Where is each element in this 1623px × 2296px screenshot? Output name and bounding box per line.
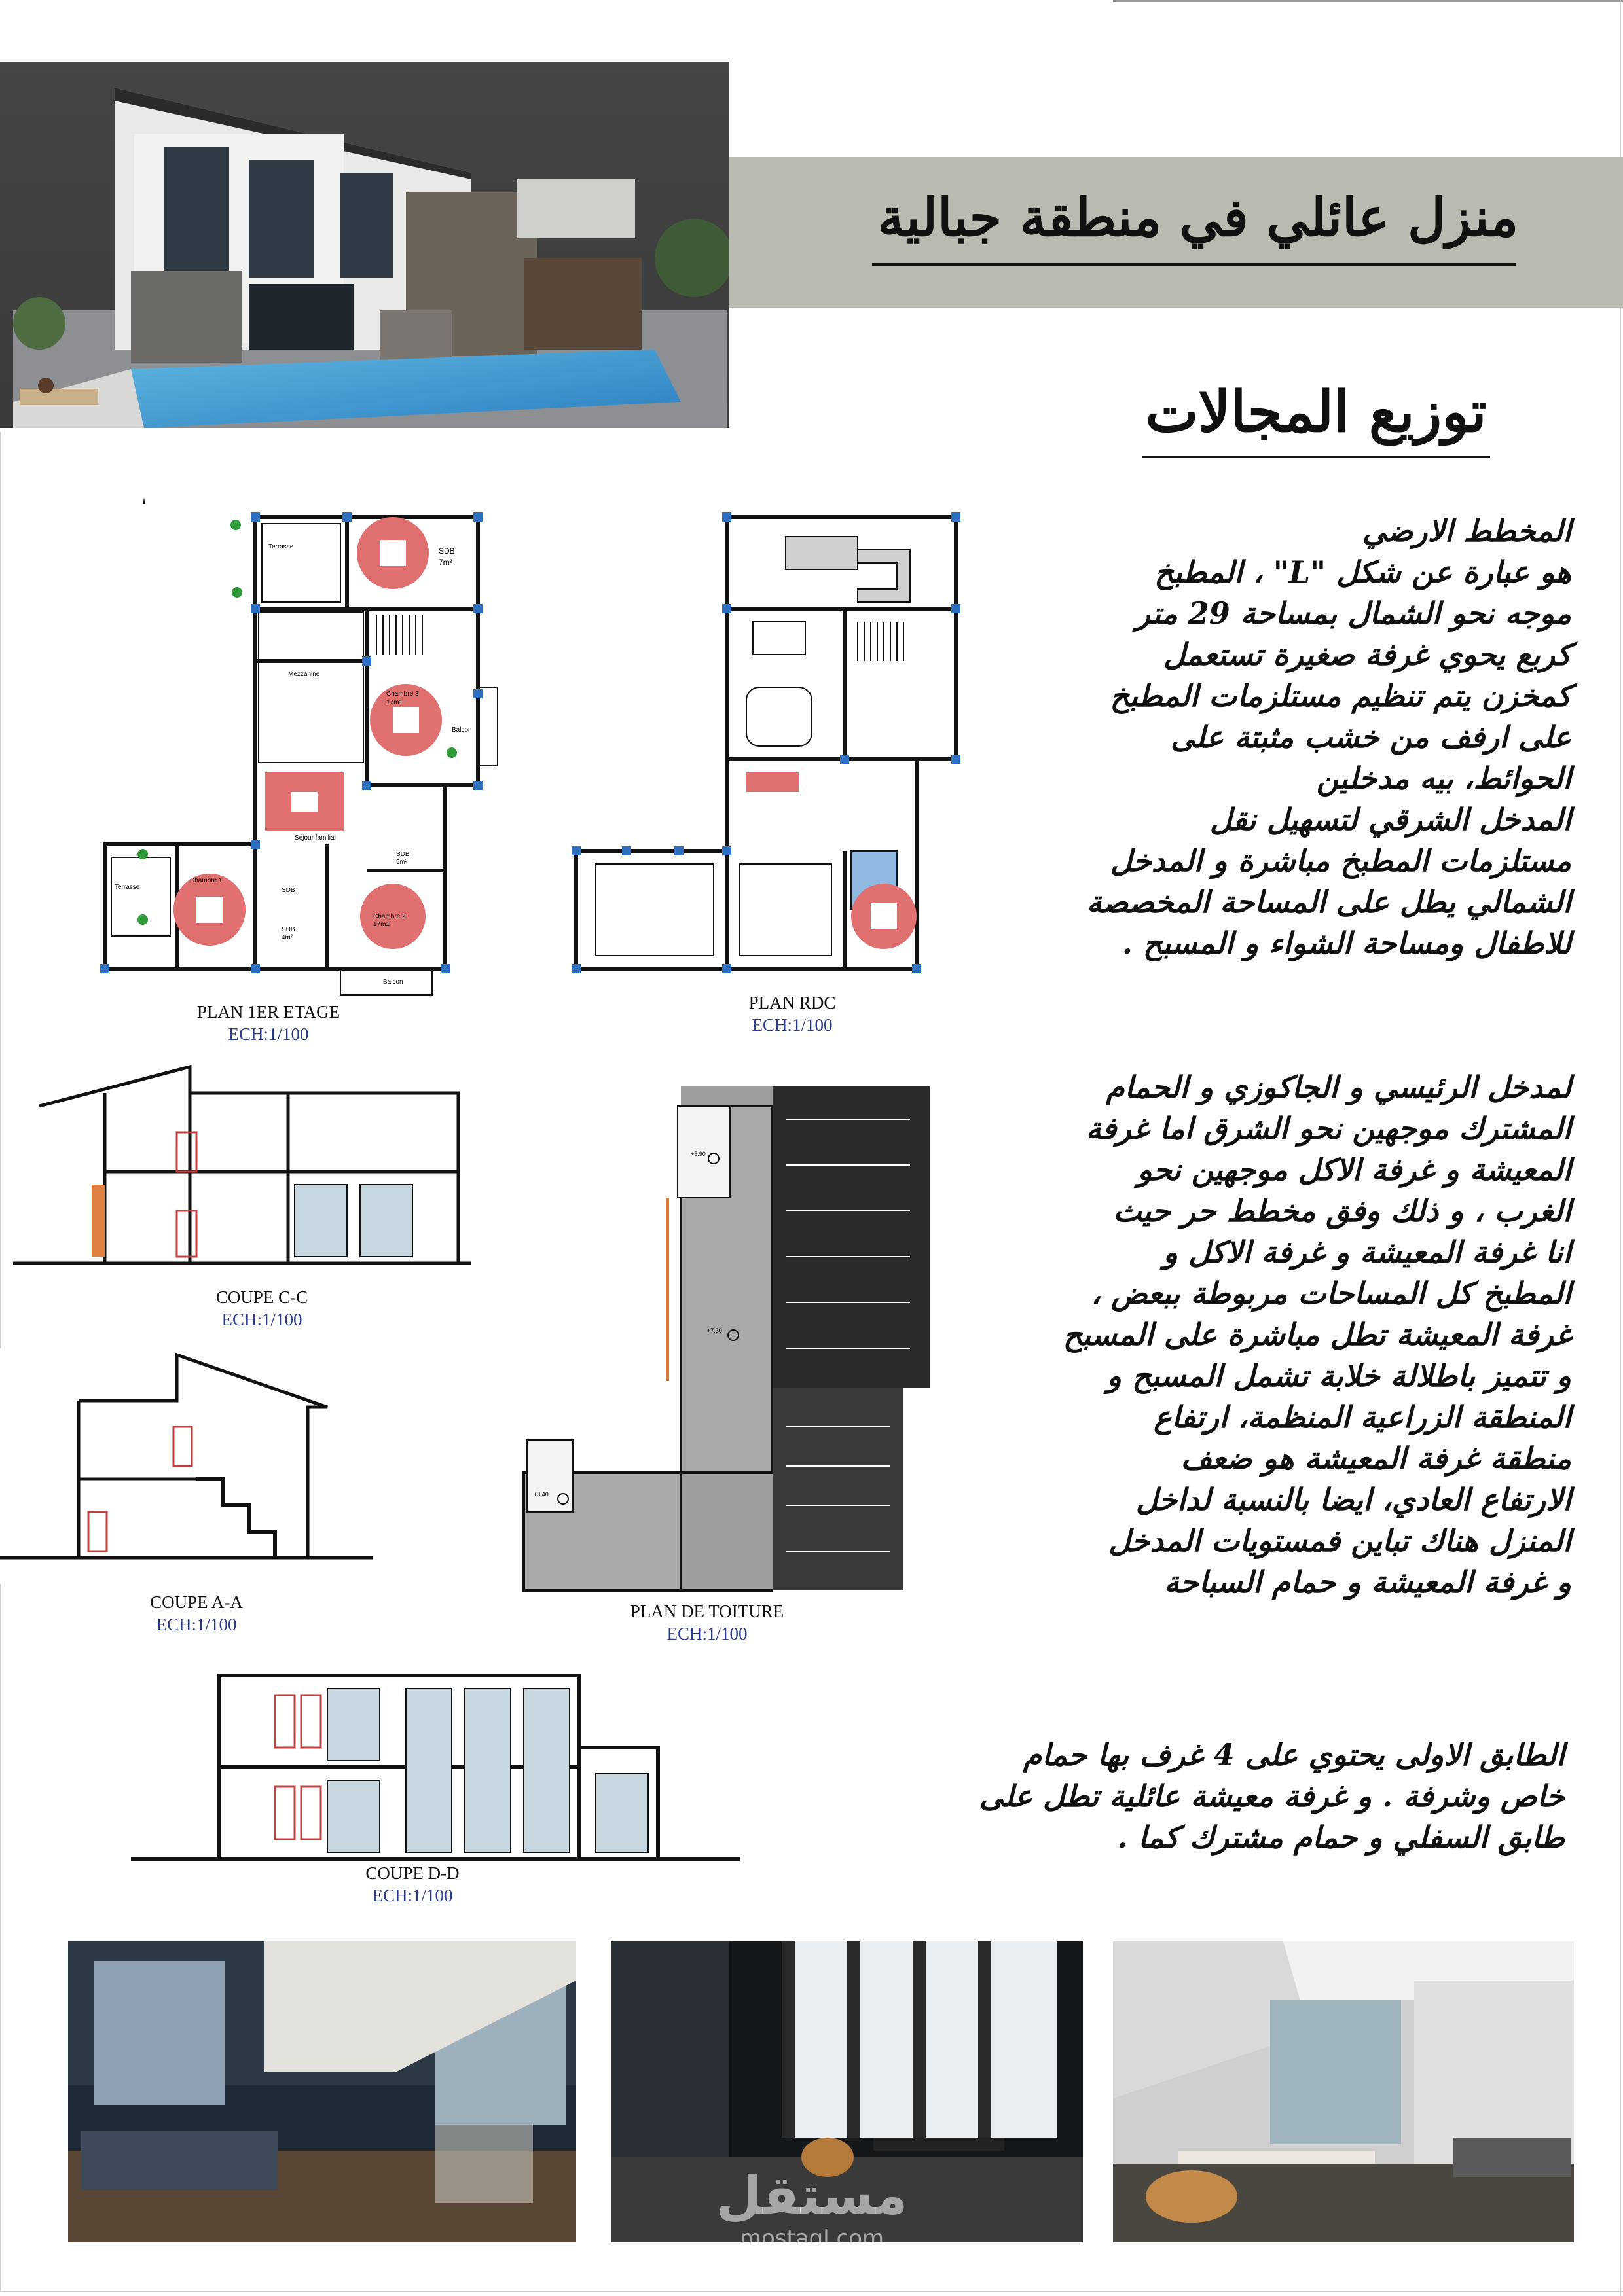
- first-floor-description: الطابق الاولى يحتوي على 4 غرف بها حمام خاص وشرفة . و غرفة معيشة عائلية تطل على طابق السفلي و حمام مشترك كما .: [979, 1737, 1565, 1855]
- plan-toiture-scale: ECH:1/100: [666, 1624, 748, 1643]
- room-label-terrasse-top: Terrasse: [268, 543, 294, 550]
- hero-exterior-render: [0, 62, 729, 428]
- watermark: [681, 2166, 943, 2265]
- coupe-cc-caption: COUPE C-C: [215, 1287, 308, 1307]
- entrances-description: لمدخل الرئيسي و الجاكوزي و الحمام المشترك موجهين نحو الشرق اما غرفة المعيشة و غرفة الاكل موجهين نحو الغرب ، و ذلك وفق مخطط حر حيث انا غرفة المعيشة و غرفة الاكل و المطبخ كل المساحات مربوطة ببعض ، غرفة المعيشة تطل مباشرة على المسبح و تتميز باطلالة خلابة تشمل المسبح و المنطقة الزراعية المنظمة، ارتفاع منطقة غرفة المعيشة هو ضعف الارتفاع العادي، ايضا بالنسبة لداخل المنزل هناك تباين فمستويات المدخل و غرفة المعيشة و حمام السباحة: [1063, 1069, 1571, 1600]
- room-area-sdb-top: 7m²: [439, 558, 452, 567]
- coupe-aa-scale: ECH:1/100: [156, 1615, 237, 1634]
- coupe-aa-caption: COUPE A-A: [150, 1592, 243, 1612]
- coupe-aa-drawing: [0, 1348, 380, 1584]
- watermark-arabic: مستقل: [716, 2165, 908, 2226]
- page-title: منزل عائلي في منطقة جبالية: [877, 187, 1519, 248]
- room-area-sdb-low: 4m²: [282, 934, 293, 941]
- title-underline: [872, 263, 1516, 266]
- top-rule: [1113, 0, 1623, 2]
- section-heading: توزيع المجالات: [1145, 379, 1487, 445]
- room-label-chambre3: Chambre 3: [386, 691, 419, 698]
- interior-render-living: [68, 1941, 576, 2242]
- coupe-dd-drawing: [131, 1656, 740, 1872]
- room-label-sdb-low: SDB: [282, 926, 295, 933]
- plan-toiture-caption: PLAN DE TOITURE: [630, 1602, 784, 1621]
- plan-rdc-scale: ECH:1/100: [752, 1015, 833, 1035]
- watermark-latin: mostaql.com: [739, 2225, 884, 2251]
- room-label-mezzanine: Mezzanine: [288, 671, 320, 678]
- interior-render-lounge: [1113, 1941, 1574, 2242]
- coupe-dd-scale: ECH:1/100: [372, 1886, 453, 1905]
- room-area-chambre2: 17m1: [373, 921, 390, 928]
- coupe-cc-scale: ECH:1/100: [221, 1310, 302, 1329]
- room-label-sdb-small: SDB: [282, 887, 295, 894]
- ground-floor-description: المخطط الارضي هو عبارة عن شكل "L" ، المطبخ موجه نحو الشمال بمساحة 29 متر كربع يحوي غرفة صغيرة تستعمل كمخزن يتم تنظيم مستلزمات المطبخ على ارفف من خشب مثبتة على الحوائط، بيه مدخلين المدخل الشرقي لتسهيل نقل مستلزمات المطبخ مباشرة و المدخل الشمالي يطل على المساحة المخصصة للاطفال ومساحة الشواء و المسبح .: [1086, 513, 1571, 961]
- coupe-dd-caption: COUPE D-D: [365, 1863, 460, 1883]
- page-border-right: [1620, 0, 1621, 2296]
- plan-rdc-caption: PLAN RDC: [748, 993, 836, 1013]
- section-heading-underline: [1142, 456, 1490, 458]
- room-label-balcon-bottom: Balcon: [383, 978, 403, 986]
- plan-toiture-drawing: [517, 1080, 936, 1597]
- roof-level-mid: +7.30: [707, 1327, 722, 1334]
- plan-rdc-drawing: [570, 511, 976, 982]
- room-label-chambre1: Chambre 1: [190, 877, 223, 884]
- room-label-balcon-right: Balcon: [452, 726, 472, 734]
- room-area-sdb-mid: 5m²: [396, 859, 408, 866]
- roof-level-bottom: +3.40: [534, 1491, 549, 1498]
- page-border-bottom: [0, 2291, 1623, 2292]
- plan-1er-etage-scale: ECH:1/100: [228, 1024, 309, 1044]
- room-label-sdb-top: SDB: [439, 547, 455, 556]
- room-area-chambre3: 17m1: [386, 699, 403, 706]
- roof-level-top: +5.90: [691, 1151, 706, 1157]
- plan-1er-etage-drawing: [92, 504, 498, 1001]
- room-label-chambre2: Chambre 2: [373, 913, 406, 920]
- room-label-sdb-mid: SDB: [396, 851, 410, 858]
- room-label-sejour: Séjour familial: [295, 834, 336, 842]
- room-label-terrasse-left: Terrasse: [115, 884, 140, 891]
- coupe-cc-drawing: [13, 1054, 471, 1270]
- plan-1er-etage-caption: PLAN 1ER ETAGE: [196, 1002, 340, 1022]
